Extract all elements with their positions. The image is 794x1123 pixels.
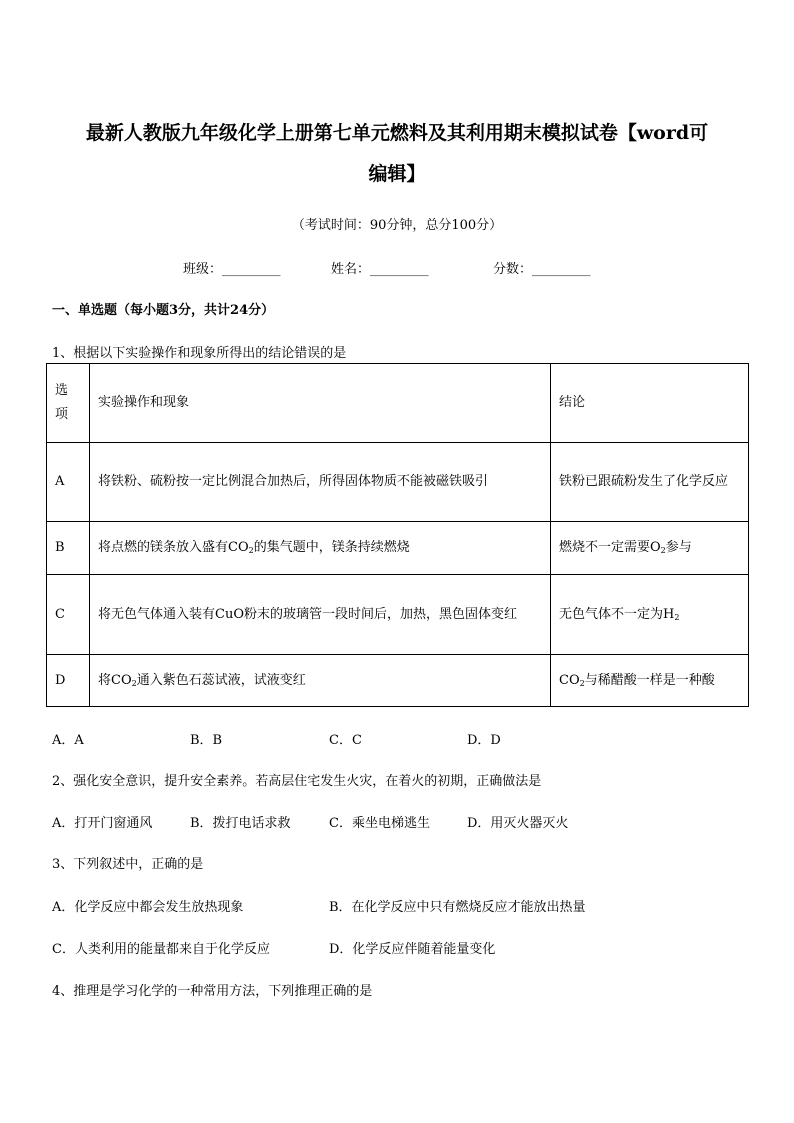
exam-title: 最新人教版九年级化学上册第七单元燃料及其利用期末模拟试卷【word可 — [85, 122, 709, 144]
q3-option-a[interactable]: A．化学反应中都会发生放热现象 — [52, 900, 244, 915]
row-option: A — [47, 443, 90, 522]
q3-option-d[interactable]: D．化学反应伴随着能量变化 — [329, 942, 496, 957]
conclusion-text: CO — [559, 672, 580, 688]
row-operation — [90, 522, 551, 575]
q3-option-b[interactable]: B．在化学反应中只有燃烧反应才能放出热量 — [329, 900, 586, 915]
subscript: 2 — [660, 546, 666, 555]
operation-text: 将点燃的镁条放入盛有CO — [98, 540, 249, 555]
q2-option-d[interactable]: D．用灭火器灭火 — [467, 816, 569, 831]
exam-subtitle: （考试时间：90分钟，总分100分） — [291, 218, 503, 233]
row-operation: 将铁粉、硫粉按一定比例混合加热后，所得固体物质不能被磁铁吸引 — [90, 443, 551, 522]
row-option: C — [47, 575, 90, 655]
q1-option-d[interactable]: D．D — [467, 733, 501, 748]
score-field: 分数：_________ — [493, 262, 591, 277]
table-header-row — [47, 364, 749, 443]
operation-text: 将CO — [98, 672, 132, 688]
q3-option-c[interactable]: C．人类利用的能量都来自于化学反应 — [52, 942, 270, 957]
subscript: 2 — [131, 678, 137, 688]
table-row — [47, 522, 749, 575]
header-option-line1: 选 — [55, 383, 69, 398]
conclusion-text: 参与 — [665, 540, 692, 555]
section-heading: 一、单选题（每小题3分，共计24分） — [52, 303, 275, 318]
table-row — [47, 575, 749, 655]
table-row — [47, 655, 749, 707]
table-row — [47, 443, 749, 522]
operation-text: 通入紫色石蕊试液，试液变红 — [136, 672, 306, 688]
class-field: 班级：_________ — [183, 262, 281, 277]
header-option — [47, 364, 90, 443]
q2-option-b[interactable]: B．拨打电话求救 — [190, 816, 291, 831]
q1-option-a[interactable]: A．A — [52, 733, 84, 748]
conclusion-text: 燃烧不一定需要O — [559, 540, 661, 555]
row-option: D — [47, 655, 90, 707]
q2-option-c[interactable]: C．乘坐电梯逃生 — [329, 816, 430, 831]
row-conclusion: 铁粉已跟硫粉发生了化学反应 — [551, 443, 749, 522]
operation-text: 的集气题中，镁条持续燃烧 — [253, 540, 410, 555]
conclusion-text: 无色气体不一定为H — [559, 606, 675, 622]
exam-title-continued: 编辑】 — [368, 163, 426, 185]
question-1-table — [46, 363, 749, 707]
header-conclusion: 结论 — [551, 364, 749, 443]
row-conclusion — [551, 655, 749, 707]
row-option: B — [47, 522, 90, 575]
question-4-stem: 4、推理是学习化学的一种常用方法，下列推理正确的是 — [52, 984, 373, 999]
subscript: 2 — [674, 612, 680, 622]
row-conclusion — [551, 522, 749, 575]
q1-option-b[interactable]: B．B — [190, 733, 223, 748]
header-option-line2: 项 — [55, 407, 69, 422]
header-operation: 实验操作和现象 — [90, 364, 551, 443]
question-2-stem: 2、强化安全意识，提升安全素养。若高层住宅发生火灾，在着火的初期，正确做法是 — [52, 774, 542, 789]
name-field: 姓名：_________ — [331, 262, 429, 277]
subscript: 2 — [579, 678, 585, 688]
q2-option-a[interactable]: A．打开门窗通风 — [52, 816, 153, 831]
row-operation: 将无色气体通入装有CuO粉末的玻璃管一段时间后，加热，黑色固体变红 — [90, 575, 551, 655]
q1-option-c[interactable]: C．C — [329, 733, 362, 748]
question-1-stem: 1、根据以下实验操作和现象所得出的结论错误的是 — [52, 346, 347, 361]
row-conclusion — [551, 575, 749, 655]
subscript: 2 — [248, 546, 254, 555]
conclusion-text: 与稀醋酸一样是一种酸 — [584, 672, 715, 688]
row-operation — [90, 655, 551, 707]
question-3-stem: 3、下列叙述中，正确的是 — [52, 857, 204, 872]
